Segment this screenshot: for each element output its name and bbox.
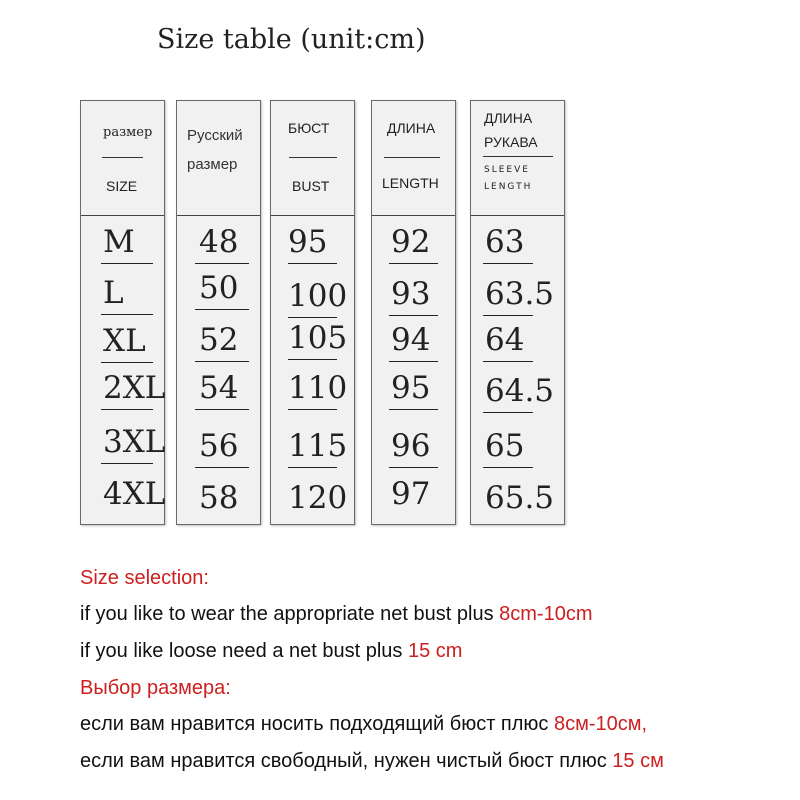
table-cell: 63.5 bbox=[485, 276, 555, 312]
column-length-header bbox=[372, 101, 455, 215]
note-text: если вам нравится свободный, нужен чистый бюст плюс bbox=[80, 750, 613, 772]
size-note-en-loose bbox=[80, 640, 462, 663]
column-russian-size bbox=[176, 100, 261, 525]
table-cell: XL bbox=[103, 323, 146, 359]
note-highlight: 15 cm bbox=[408, 640, 463, 662]
header-divider bbox=[289, 157, 337, 158]
header-size-en: SIZE bbox=[106, 178, 138, 194]
column-size-header bbox=[81, 101, 164, 215]
table-cell: 95 bbox=[288, 224, 328, 260]
table-cell: 63 bbox=[485, 224, 525, 260]
cell-underline bbox=[389, 409, 438, 410]
cell-underline bbox=[195, 263, 249, 264]
cell-underline bbox=[101, 463, 153, 464]
table-cell: 100 bbox=[288, 278, 348, 314]
cell-underline bbox=[195, 361, 249, 362]
cell-underline bbox=[195, 309, 249, 310]
note-highlight: 8cm-10cm bbox=[499, 603, 593, 625]
table-cell: 48 bbox=[199, 224, 239, 260]
cell-underline bbox=[483, 315, 533, 316]
column-bust-header bbox=[271, 101, 354, 215]
header-separator bbox=[372, 215, 455, 216]
size-note-ru-fitted bbox=[80, 713, 647, 736]
table-cell: 94 bbox=[391, 322, 431, 358]
cell-underline bbox=[288, 263, 337, 264]
cell-underline bbox=[483, 361, 533, 362]
cell-underline bbox=[288, 467, 337, 468]
table-cell: 65.5 bbox=[485, 480, 555, 516]
header-length-en: LENGTH bbox=[382, 175, 439, 191]
cell-underline bbox=[483, 263, 533, 264]
note-highlight: 15 см bbox=[612, 750, 664, 772]
table-cell: 58 bbox=[199, 480, 239, 516]
table-cell: 3XL bbox=[103, 424, 166, 460]
column-sleeve-length-header bbox=[471, 101, 564, 215]
cell-underline bbox=[101, 263, 153, 264]
cell-underline bbox=[101, 314, 153, 315]
cell-underline bbox=[288, 359, 337, 360]
header-length-ru: ДЛИНА bbox=[387, 120, 436, 136]
table-cell: 64 bbox=[485, 322, 525, 358]
table-cell: 56 bbox=[199, 428, 239, 464]
cell-underline bbox=[389, 361, 438, 362]
header-divider bbox=[102, 157, 143, 158]
note-text: если вам нравится носить подходящий бюст плюс bbox=[80, 713, 554, 735]
table-cell: 50 bbox=[199, 270, 239, 306]
table-cell: 4XL bbox=[103, 476, 166, 512]
header-sleeve-line4: LENGTH bbox=[484, 182, 533, 192]
table-cell: 54 bbox=[199, 370, 239, 406]
table-cell: 120 bbox=[288, 480, 348, 516]
header-sleeve-line2: РУКАВА bbox=[484, 134, 538, 150]
header-divider bbox=[483, 156, 553, 157]
column-size bbox=[80, 100, 165, 525]
header-separator bbox=[81, 215, 164, 216]
header-separator bbox=[471, 215, 564, 216]
note-text: if you like to wear the appropriate net bust plus bbox=[80, 603, 500, 625]
header-sleeve-line3: SLEEVE bbox=[484, 165, 530, 175]
cell-underline bbox=[195, 467, 249, 468]
table-cell: 95 bbox=[391, 370, 431, 406]
header-separator bbox=[177, 215, 260, 216]
table-cell: 2XL bbox=[103, 370, 166, 406]
table-cell: M bbox=[103, 224, 135, 260]
table-cell: 96 bbox=[391, 428, 431, 464]
note-text: if you like loose need a net bust plus bbox=[80, 640, 408, 662]
cell-underline bbox=[389, 315, 438, 316]
size-note-en-fitted bbox=[80, 603, 593, 626]
cell-underline bbox=[389, 467, 438, 468]
table-cell: 110 bbox=[288, 370, 348, 406]
header-divider bbox=[384, 157, 440, 158]
page-title: Size table (unit:cm) bbox=[157, 24, 426, 55]
table-cell: L bbox=[103, 275, 124, 311]
header-size-ru: размер bbox=[103, 125, 153, 140]
size-note-ru-loose bbox=[80, 750, 664, 773]
table-cell: 52 bbox=[199, 322, 239, 358]
cell-underline bbox=[483, 467, 533, 468]
table-cell: 97 bbox=[391, 476, 431, 512]
header-ru-line2: размер bbox=[187, 156, 238, 173]
column-russian-size-header bbox=[177, 101, 260, 215]
cell-underline bbox=[101, 362, 153, 363]
cell-underline bbox=[288, 409, 337, 410]
table-cell: 105 bbox=[288, 320, 348, 356]
cell-underline bbox=[288, 317, 337, 318]
header-sleeve-line1: ДЛИНА bbox=[484, 110, 533, 126]
header-ru-line1: Русский bbox=[187, 127, 243, 144]
column-length bbox=[371, 100, 456, 525]
note-highlight: 8см-10см, bbox=[553, 713, 648, 735]
cell-underline bbox=[389, 263, 438, 264]
table-cell: 64.5 bbox=[485, 373, 555, 409]
table-cell: 93 bbox=[391, 276, 431, 312]
header-bust-ru: БЮСТ bbox=[288, 120, 330, 136]
size-selection-heading-en: Size selection: bbox=[80, 567, 209, 589]
column-sleeve-length bbox=[470, 100, 565, 525]
cell-underline bbox=[101, 409, 153, 410]
table-cell: 65 bbox=[485, 428, 525, 464]
table-cell: 92 bbox=[391, 224, 431, 260]
cell-underline bbox=[483, 412, 533, 413]
size-selection-heading-ru: Выбор размера: bbox=[80, 677, 231, 699]
cell-underline bbox=[195, 409, 249, 410]
column-bust bbox=[270, 100, 355, 525]
table-cell: 115 bbox=[288, 428, 348, 464]
header-separator bbox=[271, 215, 354, 216]
header-bust-en: BUST bbox=[292, 178, 330, 194]
